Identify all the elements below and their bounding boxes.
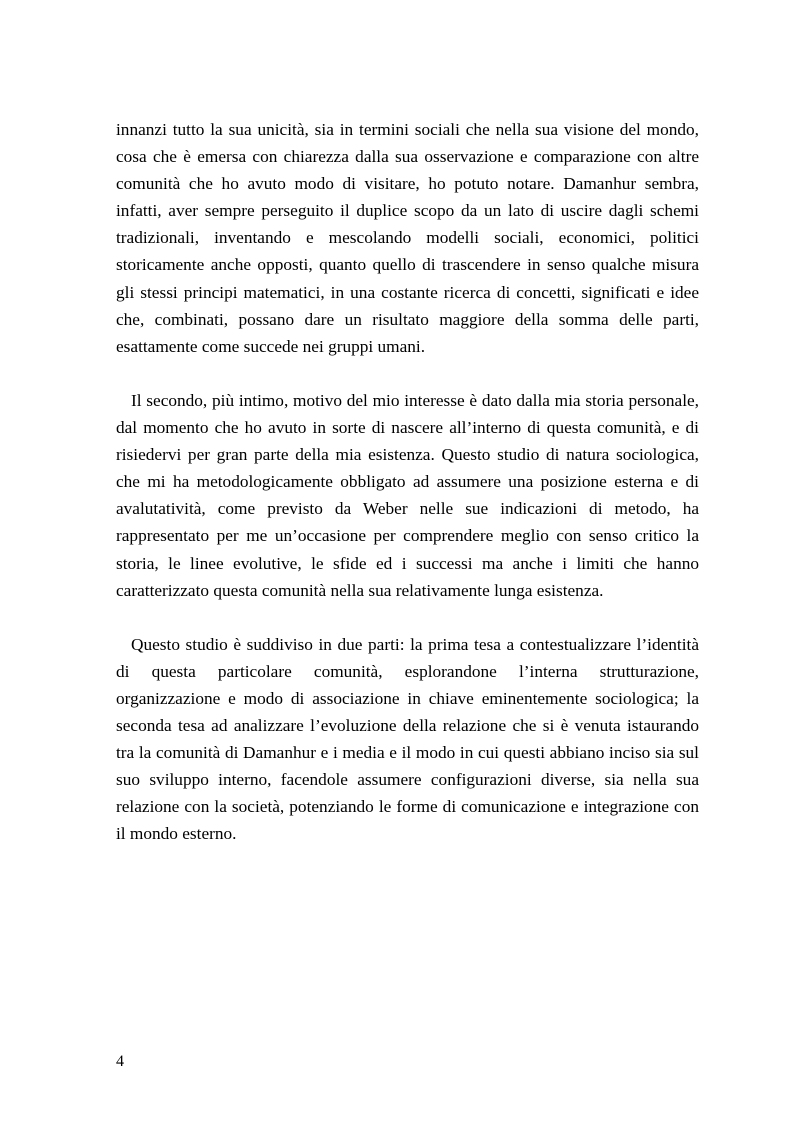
page-number: 4 [116,1053,124,1070]
paragraph-2: Il secondo, più intimo, motivo del mio interesse è dato dalla mia storia personale, dal momento che ho avuto in sorte di nascere all’interno di questa comunità, e di risiedervi per gran parte della mia esistenza. Questo studio di natura sociologica, che mi ha metodologicamente obbligato ad assumere una posizione esterna e di avalutatività, come previsto da Weber nelle sue indicazioni di metodo, ha rappresentato per me un’occasione per comprendere meglio con senso critico la storia, le linee evolutive, le sfide ed i successi ma anche i limiti che hanno caratterizzato questa comunità nella sua relativamente lunga esistenza. [116,390,699,600]
body-text [116,116,699,875]
paragraph-3: Questo studio è suddiviso in due parti: la prima tesa a contestualizzare l’identità di questa particolare comunità, esplorandone l’interna strutturazione, organizzazione e modo di associazione in chiave eminentemente sociologica; la seconda tesa ad analizzare l’evoluzione della relazione che si è venuta istaurando tra la comunità di Damanhur e i media e il modo in cui questi abbiano inciso sia sul suo sviluppo interno, facendole assumere configurazioni diverse, sia nella sua relazione con la società, potenziando le forme di comunicazione e integrazione con il mondo esterno. [116,634,699,844]
paragraph-1: innanzi tutto la sua unicità, sia in termini sociali che nella sua visione del mondo, cosa che è emersa con chiarezza dalla sua osservazione e comparazione con altre comunità che ho avuto modo di visitare, ho potuto notare. Damanhur sembra, infatti, aver sempre perseguito il duplice scopo da un lato di uscire dagli schemi tradizionali, inventando e mescolando modelli sociali, economici, politici storicamente anche opposti, quanto quello di trascendere in senso qualche misura gli stessi principi matematici, in una costante ricerca di concetti, significati e idee che, combinati, possano dare un risultato maggiore della somma delle parti, esattamente come succede nei gruppi umani. [116,120,699,356]
